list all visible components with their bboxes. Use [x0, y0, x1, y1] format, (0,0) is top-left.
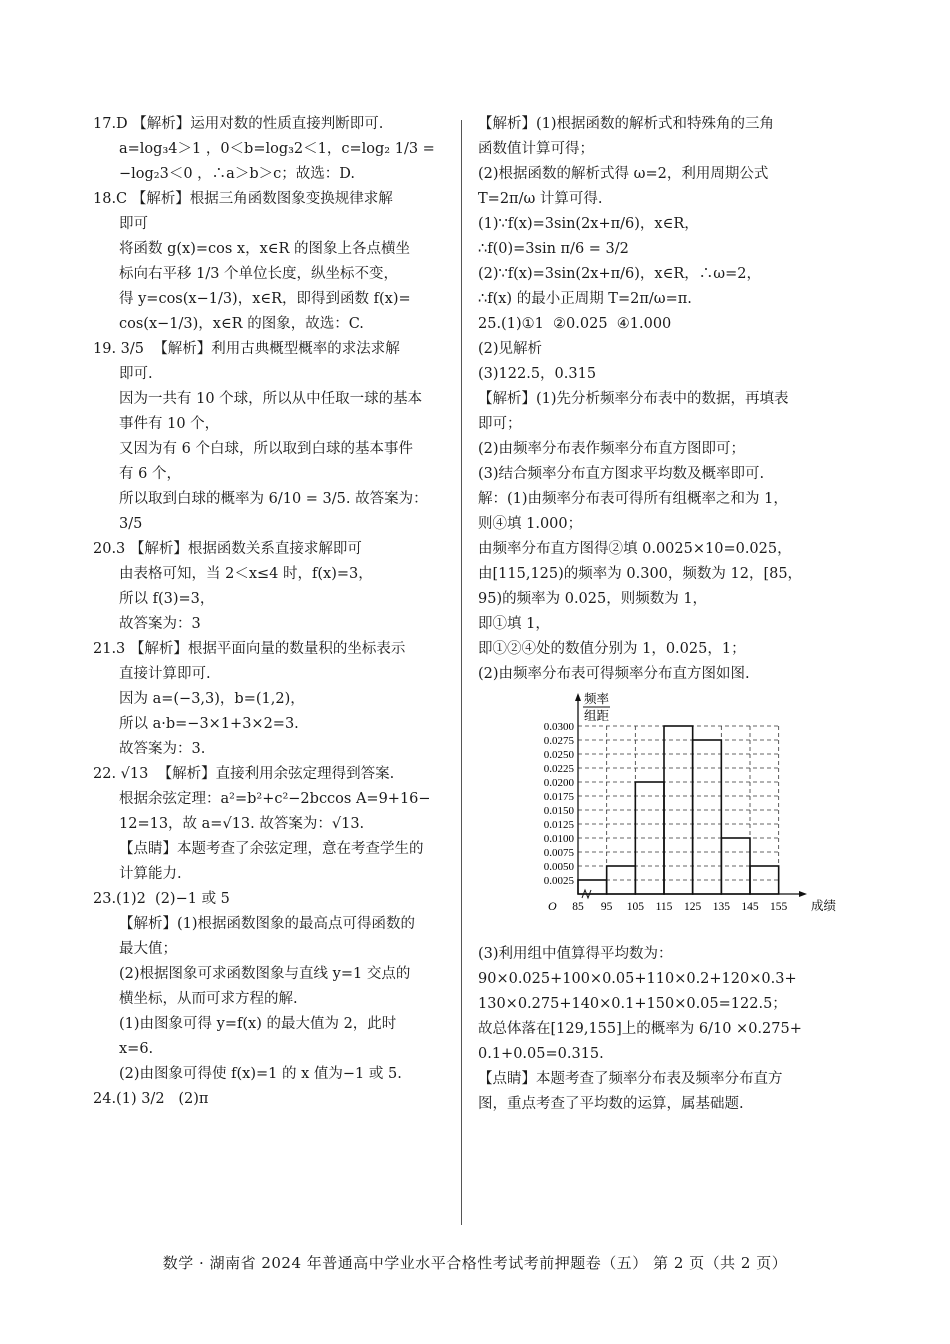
x-tick-label: 125 — [684, 901, 702, 913]
text-line: 又因为有 6 个白球，所以取到白球的基本事件 — [119, 441, 413, 457]
text-line: 95)的频率为 0.025，则频数为 1， — [478, 591, 708, 607]
text-line: (2)见解析 — [478, 341, 543, 357]
text-line: 22. √13 【解析】直接利用余弦定理得到答案. — [93, 766, 395, 782]
text-line: 24.(1) 3/2 (2)π — [93, 1091, 209, 1107]
text-line: 【点睛】本题考查了余弦定理，意在考查学生的 — [119, 841, 424, 857]
text-line: 得 y=cos(x−1/3)，x∈R，即得到函数 f(x)= — [119, 291, 411, 307]
y-tick-label: 0.0150 — [543, 805, 574, 817]
text-line: 函数值计算可得； — [478, 141, 594, 157]
x-tick-label: 85 — [572, 901, 584, 913]
text-line: 所以 f(3)=3， — [119, 591, 215, 607]
text-line: 由频率分布直方图得②填 0.0025×10=0.025， — [478, 541, 792, 557]
text-line: 20.3 【解析】根据函数关系直接求解即可 — [93, 541, 362, 557]
histogram-bar — [578, 880, 607, 894]
text-line: (2)根据函数的解析式得 ω=2，利用周期公式 — [478, 166, 769, 182]
y-tick-label: 0.0225 — [543, 763, 574, 775]
x-tick-label: 145 — [741, 901, 759, 913]
text-line: 有 6 个， — [119, 466, 181, 482]
x-tick-label: 95 — [600, 901, 613, 913]
text-line: 12=13，故 a=√13. 故答案为：√13. — [119, 816, 365, 832]
text-line: 19. 3/5 【解析】利用古典概型概率的求法求解 — [93, 341, 400, 357]
x-tick-label: 155 — [770, 901, 788, 913]
text-line: (3)结合频率分布直方图求平均数及概率即可. — [478, 466, 765, 482]
left-column — [93, 112, 448, 1112]
x-tick-label: 115 — [655, 901, 673, 913]
y-axis-label-top: 频率 — [584, 692, 610, 706]
text-line: (2)∵f(x)=3sin(2x+π/6)，x∈R，∴ω=2， — [478, 266, 761, 282]
text-line: x=6. — [119, 1041, 154, 1057]
text-line: 由[115,125)的频率为 0.300，频数为 12，[85， — [478, 566, 803, 582]
y-tick-label: 0.0300 — [543, 721, 574, 733]
text-line: 因为一共有 10 个球，所以从中任取一球的基本 — [119, 391, 423, 407]
text-line: 所以 a·b=−3×1+3×2=3. — [119, 716, 299, 732]
text-line: (2)由图象可得使 f(x)=1 的 x 值为−1 或 5. — [119, 1066, 402, 1082]
text-line: 所以取到白球的概率为 6/10 = 3/5. 故答案为：3/5 — [119, 491, 428, 532]
text-line: 图，重点考查了平均数的运算，属基础题. — [478, 1096, 744, 1112]
text-line: 【解析】(1)根据函数图象的最高点可得函数的 — [119, 916, 416, 932]
text-line: 故总体落在[129,155]上的概率为 6/10 ×0.275+ — [478, 1021, 802, 1037]
text-line: 即可； — [478, 416, 522, 432]
x-axis-label: 成绩 — [811, 899, 837, 913]
text-line: 即可. — [119, 366, 153, 382]
text-line: 计算能力. — [119, 866, 182, 882]
text-line: ∴f(0)=3sin π/6 = 3/2 — [478, 241, 629, 257]
x-axis-arrow — [799, 891, 807, 897]
origin-label: O — [548, 899, 557, 913]
y-tick-label: 0.0025 — [543, 875, 574, 887]
text-line: (1)由图象可得 y=f(x) 的最大值为 2，此时 — [119, 1016, 397, 1032]
y-tick-label: 0.0125 — [543, 819, 574, 831]
histogram-svg — [500, 689, 837, 929]
text-line: 25.(1)①1 ②0.025 ④1.000 — [478, 316, 672, 332]
text-line: (2)根据图象可求函数图象与直线 y=1 交点的 — [119, 966, 411, 982]
text-line: (3)122.5，0.315 — [478, 366, 597, 382]
text-line: 故答案为：3 — [119, 616, 201, 632]
text-line: 90×0.025+100×0.05+110×0.2+120×0.3+ — [478, 971, 797, 987]
y-tick-label: 0.0200 — [543, 777, 574, 789]
y-tick-label: 0.0275 — [543, 735, 574, 747]
right-column — [478, 112, 837, 1117]
text-line: 因为 a=(−3,3)，b=(1,2)， — [119, 691, 305, 707]
text-line: 由表格可知，当 2＜x≤4 时，f(x)=3， — [119, 566, 373, 582]
text-line: 最大值； — [119, 941, 177, 957]
text-line: 21.3 【解析】根据平面向量的数量积的坐标表示 — [93, 641, 406, 657]
x-tick-label: 135 — [712, 901, 730, 913]
text-line: (2)由频率分布表作频率分布直方图即可； — [478, 441, 746, 457]
text-line: 23.(1)2 (2)−1 或 5 — [93, 891, 230, 907]
y-tick-label: 0.0100 — [543, 833, 574, 845]
text-line: T=2π/ω 计算可得. — [478, 191, 603, 207]
text-line: a=log₃4＞1 ，0＜b=log₃2＜1，c=log₂ 1/3 = — [119, 141, 435, 157]
text-line: 17.D 【解析】运用对数的性质直接判断即可. — [93, 116, 384, 132]
text-line: 则④填 1.000； — [478, 516, 583, 532]
x-tick-label: 105 — [626, 901, 644, 913]
y-tick-label: 0.0250 — [543, 749, 574, 761]
text-line: (3)利用组中值算得平均数为： — [478, 946, 673, 962]
text-line: 0.1+0.05=0.315. — [478, 1046, 604, 1062]
axis-break-mark — [582, 890, 591, 898]
text-line: 直接计算即可. — [119, 666, 211, 682]
y-axis-arrow — [575, 693, 581, 701]
text-line: 130×0.275+140×0.1+150×0.05=122.5； — [478, 996, 787, 1012]
text-line: (2)由频率分布表可得频率分布直方图如图. — [478, 666, 750, 682]
histogram-bar — [693, 740, 722, 894]
y-tick-label: 0.0175 — [543, 791, 574, 803]
text-line: 将函数 g(x)=cos x，x∈R 的图象上各点横坐 — [119, 241, 411, 257]
text-line: 即①填 1， — [478, 616, 550, 632]
text-line: 即可 — [119, 216, 148, 232]
text-line: 故答案为：3. — [119, 741, 206, 757]
right-top-text — [478, 112, 830, 687]
page-footer: 数学 · 湖南省 2024 年普通高中学业水平合格性考试考前押题卷（五） 第 2 页（共 2 页） — [162, 1254, 788, 1272]
column-divider — [461, 120, 462, 1225]
text-line: cos(x−1/3)，x∈R 的图象，故选：C. — [119, 316, 364, 332]
text-line: 18.C 【解析】根据三角函数图象变换规律求解 — [93, 191, 393, 207]
y-tick-label: 0.0075 — [543, 847, 574, 859]
y-tick-label: 0.0050 — [543, 861, 574, 873]
text-line: −log₂3＜0 ，∴a＞b＞c；故选：D. — [119, 166, 355, 182]
text-line: 【解析】(1)根据函数的解析式和特殊角的三角 — [478, 116, 775, 132]
right-bottom-text — [478, 942, 830, 1117]
text-line: 【解析】(1)先分析频率分布表中的数据，再填表 — [478, 391, 789, 407]
histogram-chart — [500, 689, 837, 938]
text-line: 标向右平移 1/3 个单位长度，纵坐标不变， — [119, 266, 399, 282]
text-line: 【点睛】本题考查了频率分布表及频率分布直方 — [478, 1071, 783, 1087]
text-line: 根据余弦定理：a²=b²+c²−2bccos A=9+16− — [119, 791, 431, 807]
text-line: 即①②④处的数值分别为 1，0.025，1； — [478, 641, 746, 657]
text-line: 事件有 10 个， — [119, 416, 220, 432]
y-axis-label-bottom: 组距 — [584, 709, 610, 723]
text-line: (1)∵f(x)=3sin(2x+π/6)，x∈R， — [478, 216, 699, 232]
text-line: 解：(1)由频率分布表可得所有组概率之和为 1， — [478, 491, 788, 507]
text-line: ∴f(x) 的最小正周期 T=2π/ω=π. — [478, 291, 692, 307]
text-line: 横坐标，从而可求方程的解. — [119, 991, 298, 1007]
